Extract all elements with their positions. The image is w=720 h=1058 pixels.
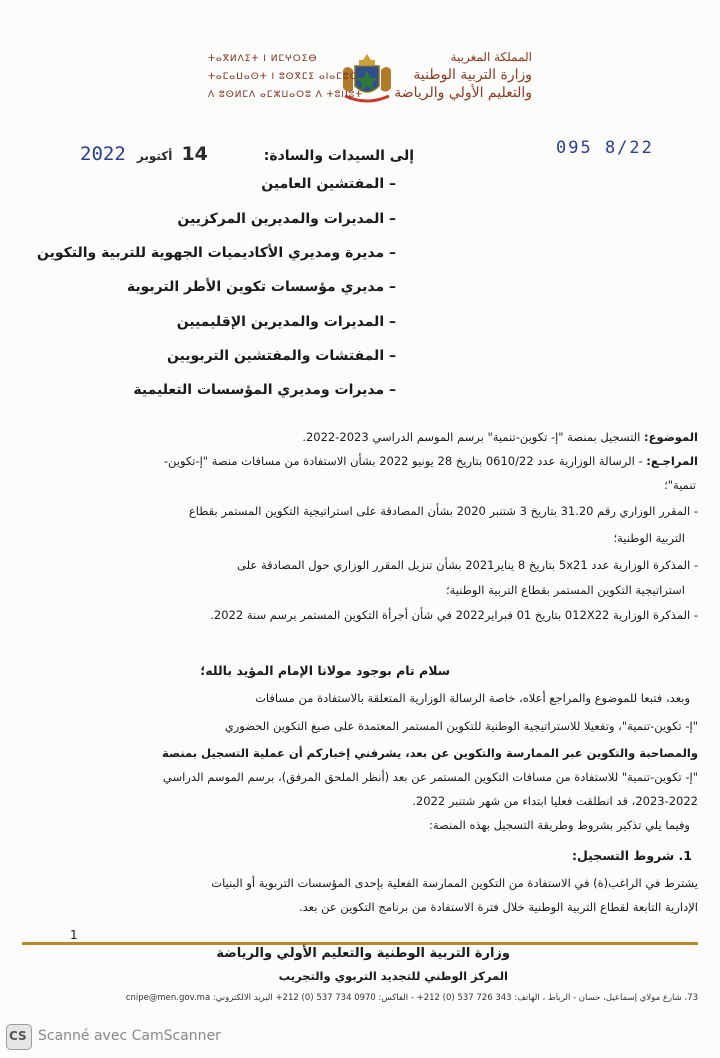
- body-line: وبعد، فتبعا للموضوع والمراجع أعلاه، خاصة الرسالة الوزارية المتعلقة بالاستفادة من مسافات: [255, 691, 690, 705]
- date-month: أكتوبر: [136, 149, 173, 163]
- recipient-label: المديرات والمديرين المركزيين: [177, 211, 385, 227]
- ministry-name-tifinagh: [208, 54, 363, 100]
- ministry-name-arabic: [394, 50, 532, 100]
- reference-item: - المذكرة الوزارية عدد 5x21 بتاريخ 8 يناير2021 بشأن تنزيل المقرر الوزاري حول المصادقة على: [237, 558, 698, 572]
- camscanner-badge-text: CS: [9, 1029, 27, 1043]
- recipient-label: المديرات والمديرين الإقليميين: [176, 314, 385, 330]
- recipient-label: مديرة ومديري الأكاديميات الجهوية للتربية والتكوين: [37, 245, 385, 261]
- reference-item: - المذكرة الوزارية 012X22 بتاريخ 01 فبراير2022 في شأن أجرأة التكوين المستمر برسم سنة 2022.: [210, 608, 698, 622]
- body-line: "إ- تكوين-تنمية"، وتفعيلا للاستراتيجية الوطنية للتكوين المستمر المعتمدة على صيغ التكوين الحضوري: [224, 719, 698, 733]
- body-line: الإدارية التابعة لقطاع التربية الوطنية خلال فترة الاستفادة من برنامج التكوين عن بعد.: [298, 900, 698, 914]
- document-date: [80, 143, 208, 165]
- recipient-item: – المفتشات والمفتشين التربويين: [166, 348, 396, 364]
- footer-address: 73، شارع مولاي إسماعيل، حسان - الرباط ، الهاتف: 343 726 537 (0) 212+ - الفاكس: 0970 734 537 (0) 212+ البريد الالكتروني: cnipe@men.gov.ma: [125, 993, 698, 1003]
- recipient-label: المفتشين العامين: [261, 176, 385, 192]
- body-line: وفيما يلي تذكير بشروط وطريقة التسجيل بهذه المنصة:: [428, 818, 690, 832]
- recipient-item: – المفتشين العامين: [261, 176, 396, 192]
- camscanner-watermark: Scanné avec CamScanner: [38, 1028, 221, 1044]
- recipient-item: – مديرات ومديري المؤسسات التعليمية: [133, 382, 396, 398]
- date-year: 2022: [80, 143, 126, 165]
- body-line: "إ- تكوين-تنمية" للاستفادة من مسافات التكوين المستمر عن بعد (أنظر الملحق المرفق)، برسم الموسم الدراسي: [162, 770, 698, 784]
- reference-text: - الرسالة الوزارية عدد 0610/22 بتاريخ 28 يونيو 2022 بشأن الاستفادة من مسافات منصة "إ-تكوين-: [163, 454, 643, 468]
- reference-item: التربية الوطنية؛: [613, 531, 685, 545]
- recipient-label: المفتشات والمفتشين التربويين: [166, 348, 385, 364]
- recipients-heading: إلى السيدات والسادة:: [263, 148, 414, 164]
- page-number: 1: [70, 928, 78, 942]
- subject-label: الموضوع:: [644, 430, 698, 444]
- reference-item: استراتيجية التكوين المستمر بقطاع التربية الوطنية؛: [445, 583, 685, 597]
- greeting: سلام تام بوجود مولانا الإمام المؤيد بالله؛: [200, 663, 450, 678]
- recipient-item: – المديرات والمديرين الإقليميين: [176, 314, 396, 330]
- ministry-line: ⴷ ⵓⵙⵍⵎⴷ ⴰⵎⵣⵡⴰⵔⵓ ⴷ ⵜⵓⵏⵏⵓⵜ: [208, 90, 364, 100]
- reference-item: - المقرر الوزاري رقم 31.20 بتاريخ 3 شتنبر 2020 بشأن المصادقة على استراتيجية التكوين المستمر بقطاع: [188, 504, 698, 518]
- reference-number-stamp: 095 8/22: [556, 138, 654, 158]
- references-label: المراجـع:: [646, 454, 698, 468]
- subject-text: التسجيل بمنصة "إ- تكوين-تنمية" برسم الموسم الدراسي 2023-2022.: [302, 430, 641, 444]
- ministry-line: والتعليم الأولي والرياضة: [394, 85, 532, 101]
- footer-ministry: وزارة التربية الوطنية والتعليم الأولي والرياضة: [216, 946, 510, 961]
- footer-center: المركز الوطني للتجديد التربوي والتجريب: [278, 969, 508, 983]
- section-title: 1. شروط التسجيل:: [571, 848, 692, 863]
- ministry-line: المملكة المغربية: [450, 50, 532, 64]
- body-line: 2023-2022، قد انطلقت فعليا ابتداء من شهر شتنبر 2022.: [412, 794, 698, 808]
- ministry-line: وزارة التربية الوطنية: [413, 67, 532, 83]
- body-line: والمصاحبة والتكوين عبر الممارسة والتكوين عن بعد، يشرفني إخباركم أن عملية التسجيل بمنصة: [162, 746, 698, 760]
- recipient-item: – مديرة ومديري الأكاديميات الجهوية للتربية والتكوين: [37, 245, 396, 261]
- recipient-label: مديري مؤسسات تكوين الأطر التربوية: [126, 279, 385, 295]
- references-line: [164, 451, 698, 472]
- camscanner-logo-icon: [6, 1024, 32, 1050]
- date-day: 14: [181, 143, 208, 165]
- ministry-line: ⵜⴰⵎⴰⵡⴰⵙⵜ ⵏ ⵓⵙⴳⵎⵉ ⴰⵏⴰⵎⵓⵔ: [208, 72, 359, 82]
- reference-continuation: تنمية"؛: [664, 478, 696, 492]
- recipient-item: – المديرات والمديرين المركزيين: [177, 211, 396, 227]
- recipient-label: مديرات ومديري المؤسسات التعليمية: [133, 382, 385, 398]
- subject-line: [302, 427, 698, 448]
- ministry-line: ⵜⴰⴳⵍⴷⵉⵜ ⵏ ⵍⵎⵖⵔⵉⴱ: [208, 54, 318, 64]
- body-line: يشترط في الراغب(ة) في الاستفادة من التكوين الممارسة الفعلية بإحدى المؤسسات التربوية أو البنيات: [211, 876, 698, 890]
- footer-divider: [22, 942, 698, 945]
- recipient-item: – مديري مؤسسات تكوين الأطر التربوية: [126, 279, 396, 295]
